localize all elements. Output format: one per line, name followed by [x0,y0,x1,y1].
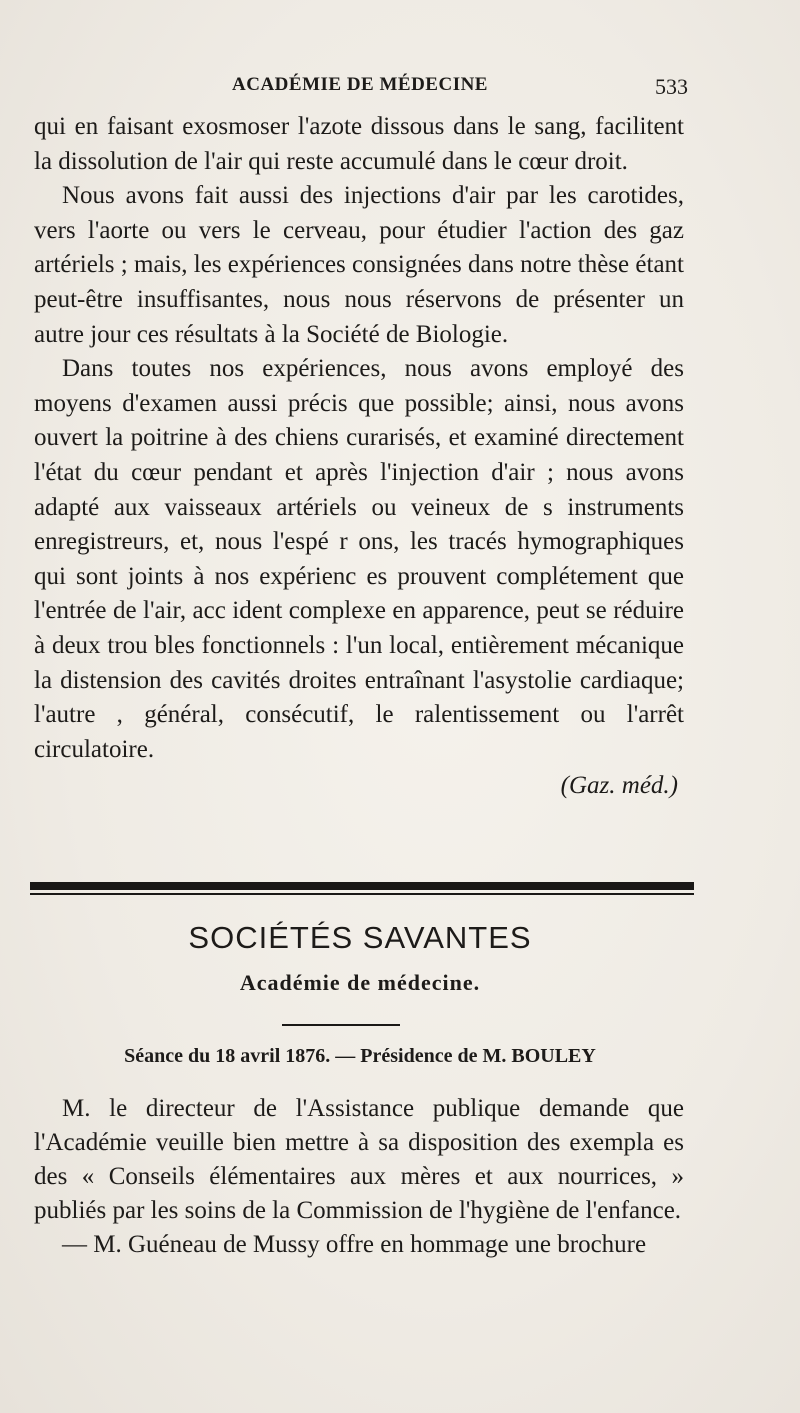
section-title: SOCIÉTÉS SAVANTES [188,920,532,955]
subsection-title: Académie de médecine. [239,970,481,995]
short-divider [282,1024,400,1026]
paragraph: Dans toutes nos expériences, nous avons employé des moyens d'examen aussi précis que possible; ainsi, nous avons ouvert la poitrine à des chiens curarisés, et examiné directement l'état du cœur pendant et après l'injection d'air ; nous avons adapté aux vaisseaux artériels ou veineux de s instruments enregistreurs, et, nous l'espé r ons, les tracés hymographiques qui sont joints à nos expérienc es prouvent complétement que l'entrée de l'air, acc ident complexe en apparence, peut se réduire à deux trou bles fonctionnels : l'un local, entièrement mécanique la distension des cavités droites entraînant l'asystolie cardiaque; l'autre , général, consécutif, le ralentissement ou l'arrêt circulatoire. [34,355,684,763]
paragraph: qui en faisant exosmoser l'azote dissous dans le sang, facilitent la dissolution de l'air qui reste accumulé dans le cœur droit. [34,113,684,175]
page-number: 533 [655,74,688,99]
page-header [0,74,800,108]
section-divider-thick [30,882,694,890]
source-citation: (Gaz. méd.) [560,772,678,800]
paragraph: Nous avons fait aussi des injections d'air par les carotides, vers l'aorte ou vers le cerveau, pour étudier l'action des gaz artériels ; mais, les expériences consignées dans notre thèse étant peut-être insuffisantes, nous nous réservons de présenter un autre jour ces résultats à la Société de Biologie. [34,182,684,348]
paragraph: — M. Guéneau de Mussy offre en hommage une brochure [62,1231,647,1258]
running-title: ACADÉMIE DE MÉDECINE [232,74,488,95]
paragraph: M. le directeur de l'Assistance publique demande que l'Académie veuille bien mettre à sa disposition des exempla es des « Conseils élémentaires aux mères et aux nourrices, » publiés par les soins de la Commission de l'hygiène de l'enfance. [34,1095,684,1224]
article-body [34,110,684,804]
section-divider-thin [30,893,694,895]
session-line: Séance du 18 avril 1876. — Présidence de M. BOULEY [124,1045,596,1067]
minutes-body [34,1092,684,1262]
